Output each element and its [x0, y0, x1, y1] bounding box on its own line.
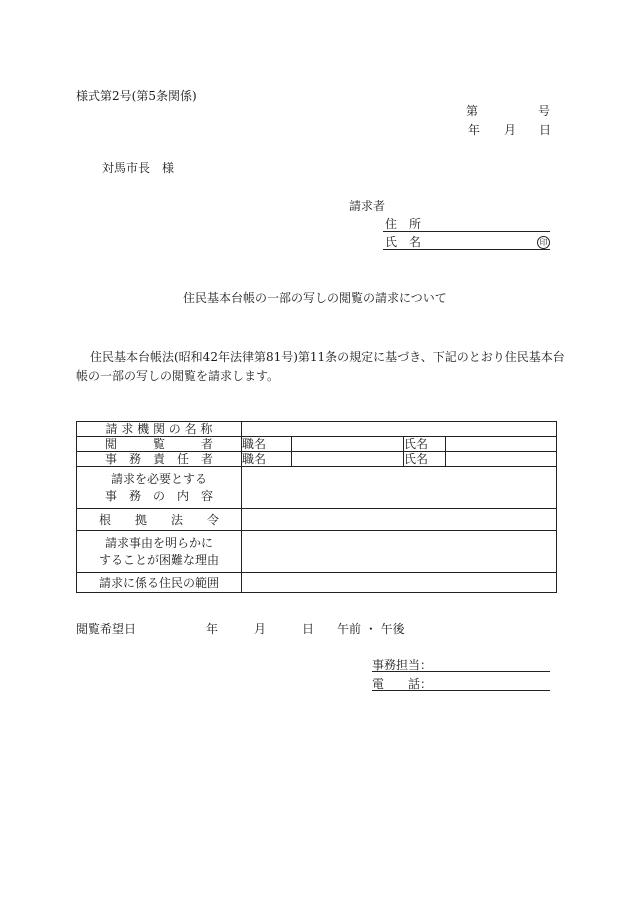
viewer-label: 閲 覧 者 [77, 437, 242, 452]
officer-name-field[interactable] [446, 452, 557, 467]
body-line-2: 帳の一部の写しの閲覧を請求します。 [76, 369, 280, 383]
viewing-date-label: 閲覧希望日 [76, 622, 137, 636]
addressee: 対馬市長 様 [102, 161, 175, 175]
table-row [77, 531, 557, 573]
form-number: 様式第2号(第5条関係) [76, 89, 197, 103]
table-row [77, 467, 557, 509]
reason-label-line-1: 請求事由を明らかに [104, 536, 213, 550]
reason-field[interactable] [242, 531, 557, 573]
phone-field[interactable] [372, 690, 550, 691]
table-row [77, 573, 557, 593]
org-name-label: 請 求 機 関 の 名 称 [77, 422, 242, 437]
purpose-label-line-2: 事 務 の 内 容 [104, 489, 213, 503]
officer-position-label: 職名 [242, 452, 292, 467]
purpose-label-line-1: 請求を必要とする [110, 472, 207, 486]
date-day-label: 日 [539, 123, 552, 137]
viewing-day-label: 日 [302, 622, 315, 636]
table-row [77, 437, 557, 452]
basis-label: 根 拠 法 令 [77, 509, 242, 531]
scope-field[interactable] [242, 573, 557, 593]
reason-label-line-2: することが困難な理由 [98, 553, 219, 567]
viewer-name-label: 氏名 [404, 437, 446, 452]
officer-position-field[interactable] [292, 452, 404, 467]
number-label-dai: 第 [466, 104, 479, 118]
address-field[interactable] [383, 231, 550, 232]
staff-label: 事務担当： [372, 658, 433, 672]
number-label-go: 号 [538, 104, 551, 118]
basis-field[interactable] [242, 509, 557, 531]
viewing-year-label: 年 [206, 622, 219, 636]
viewing-month-label: 月 [254, 622, 267, 636]
requester-title: 請求者 [349, 199, 386, 213]
document-title: 住民基本台帳の一部の写しの閲覧の請求について [183, 291, 447, 305]
table-row [77, 452, 557, 467]
staff-field[interactable] [372, 671, 550, 672]
viewer-position-field[interactable] [292, 437, 404, 452]
phone-label: 電 話： [372, 677, 433, 691]
viewer-position-label: 職名 [242, 437, 292, 452]
org-name-field[interactable] [242, 422, 557, 437]
purpose-field[interactable] [242, 467, 557, 509]
officer-name-label: 氏名 [404, 452, 446, 467]
officer-label: 事 務 責 任 者 [77, 452, 242, 467]
reason-label [77, 531, 242, 573]
table-row [77, 509, 557, 531]
date-year-label: 年 [468, 123, 481, 137]
viewer-name-field[interactable] [446, 437, 557, 452]
name-field[interactable] [383, 249, 550, 250]
address-label: 住 所 [385, 217, 422, 231]
viewing-ampm-label: 午前 ・ 午後 [337, 622, 405, 636]
purpose-label [77, 467, 242, 509]
request-table [76, 421, 557, 593]
body-line-1: 住民基本台帳法(昭和42年法律第81号)第11条の規定に基づき、下記のとおり住民基本台 [90, 350, 565, 364]
date-month-label: 月 [504, 123, 517, 137]
table-row [77, 422, 557, 437]
scope-label: 請求に係る住民の範囲 [77, 573, 242, 593]
name-label: 氏 名 [385, 235, 422, 249]
seal-icon: 印 [537, 236, 550, 249]
